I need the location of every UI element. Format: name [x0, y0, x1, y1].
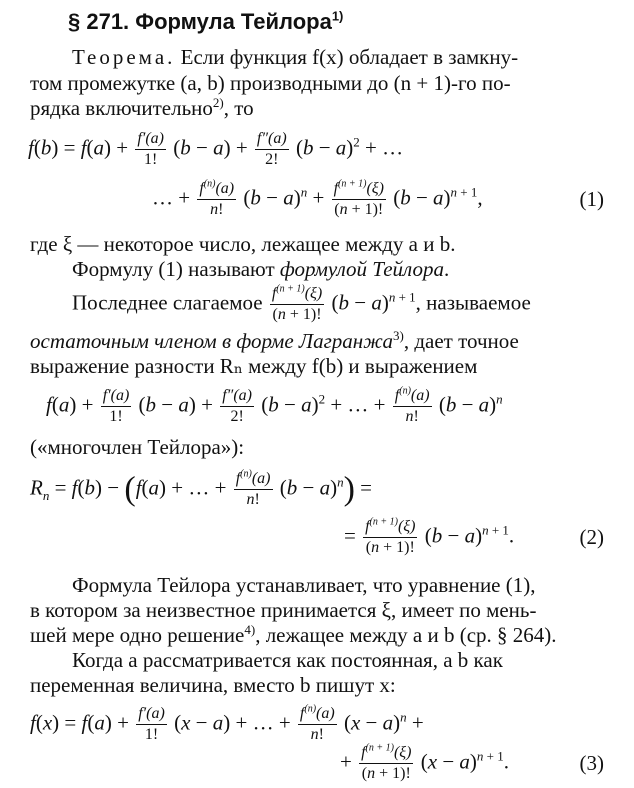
section-title: Формула Тейлора [135, 9, 332, 34]
para2-line-2: в котором за неизвестное принимается ξ, имеет по мень- [30, 598, 537, 622]
formula-1-line-1: f(b) = f(a) + $\frac{f'(a)}{1!}$ (b − a) + $\frac{f''(a)}{2!}$ $(b - a)^2$ + … [28, 130, 404, 169]
formula-3-line-2: + $\frac{f^{(n + 1)}(\xi)}{(n + 1)!}$ $(x - a)^{n + 1}$. [340, 742, 509, 783]
theorem-line-2: том промежутке (a, b) производными до (n + 1)-го по- [30, 71, 511, 95]
para2-line-4: Когда a рассматривается как постоянная, а b как [72, 648, 503, 672]
text-where: где ξ — некоторое число, лежащее между a и b. [30, 232, 456, 256]
formula-2-line-1: $R_n = f(b) - (f(a)$ + … + $\frac{f^{(n)}(a)}{n!}$ $(b - a)^n$) = [30, 468, 373, 509]
text-last-term: Последнее слагаемое $\frac{f^{(n + 1)}(\xi)}{(n + 1)!}$ $(b - a)^{n + 1}$, называемое [72, 283, 531, 324]
equation-number-1: (1) [579, 187, 604, 211]
theorem-line-3: рядка включительно$^{2)}$, то [30, 95, 254, 120]
formula-3-line-1: f(x) = f(a) + $\frac{f'(a)}{1!}$ (x − a) + … + $\frac{f^{(n)}(a)}{n!}$ $(x - a)^n$ + [30, 703, 424, 744]
para2-line-1: Формула Тейлора устанавливает, что уравнение (1), [72, 573, 536, 597]
para2-line-5: переменная величина, вместо b пишут x: [30, 673, 396, 697]
theorem-line-1: Теорема. Если функция f(x) обладает в замкну- [72, 45, 519, 69]
footnote-marker: 3) [392, 328, 404, 343]
footnote-marker: 1) [331, 8, 344, 24]
footnote-marker: 2) [212, 95, 224, 110]
section-heading [68, 10, 343, 34]
formula-taylor-polynomial: f(a) + $\frac{f'(a)}{1!}$ (b − a) + $\frac{f''(a)}{2!}$ $(b - a)^2$ + … + $\frac{f^{(n)}(a)}{n!}$ $(b - a)^n$ [46, 385, 503, 426]
text-called: Формулу (1) называют формулой Тейлора. [72, 257, 450, 281]
text-difference: выражение разности Rₙ между f(b) и выражением [30, 354, 478, 378]
para2-line-3: шей мере одно решение$^{4)}$, лежащее между a и b (ср. § 264). [30, 622, 557, 647]
theorem-label: Теорема. [72, 45, 176, 69]
footnote-marker: 4) [244, 622, 256, 637]
equation-number-3: (3) [579, 751, 604, 775]
text-taylor-poly: («многочлен Тейлора»): [30, 435, 245, 459]
equation-number-2: (2) [579, 525, 604, 549]
formula-1-line-2: … + $\frac{f^{(n)}(a)}{n!}$ $(b - a)^n$ + $\frac{f^{(n + 1)}(\xi)}{(n + 1)!}$ $(b - a)^{n + 1}$, [152, 178, 483, 219]
formula-2-line-2: = $\frac{f^{(n + 1)}(\xi)}{(n + 1)!}$ $(b - a)^{n + 1}$. [344, 516, 515, 557]
text-remainder: остаточным членом в форме Лагранжа$^{3)}$, дает точное [30, 328, 519, 353]
section-number: § 271. [68, 9, 130, 34]
